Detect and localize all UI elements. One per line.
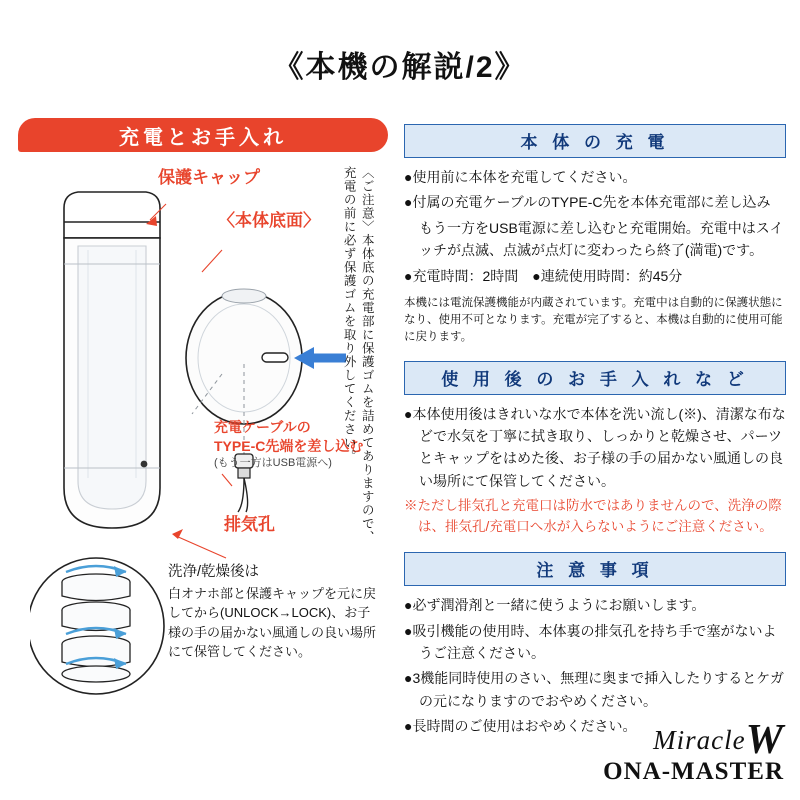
after-wash-body: 白オナホ部と保護キャップを元に戻してから(UNLOCK→LOCK)、お子様の手の届かない風通しの良い場所にて保管してください。 <box>168 585 377 660</box>
heading-charging: 本 体 の 充 電 <box>404 124 786 158</box>
block-care <box>404 361 786 538</box>
care-warning: ※ただし排気孔と充電口は防水ではありませんので、洗浄の際は、排気孔/充電口へ水が入らないようにご注意ください。 <box>404 498 782 535</box>
section-banner-charging: 充電とお手入れ <box>18 118 388 152</box>
right-column <box>404 124 786 751</box>
left-column <box>18 118 388 718</box>
charging-item-1: ●付属の充電ケーブルのTYPE-C先を本体充電部に差し込み <box>404 194 771 211</box>
charging-item-0: ●使用前に本体を充電してください。 <box>404 169 637 185</box>
charging-item-2: もう一方をUSB電源に差し込むと充電開始。充電中はスイッチが点滅、点滅が点灯に変わったら終了(満電)です。 <box>419 219 784 259</box>
charging-note: 本機には電流保護機能が内蔵されています。充電中は自動的に保護状態になり、使用不可となります。充電が完了すると、本機は自動的に使用可能に戻ります。 <box>404 296 783 344</box>
body-charging <box>404 166 786 287</box>
notice-item-1: ●吸引機能の使用時、本体裏の排気孔を持ち手で塞がないようご注意ください。 <box>404 622 777 661</box>
logo-line-2: ONA-MASTER <box>603 758 784 785</box>
device-illustration <box>26 168 346 588</box>
notice-item-0: ●必ず潤滑剤と一緒に使うようにお願いします。 <box>404 597 706 614</box>
logo-w-text: W <box>745 717 784 763</box>
after-wash-text <box>168 562 378 662</box>
caution-vertical-note: 〈ご注意〉本体底の充電部に保護ゴムを詰めてありますので、充電の前に必ず保護ゴムを取り外してください。 <box>342 166 375 544</box>
care-item-0: ●本体使用後はきれいな水で本体を洗い流し(※)、清潔な布などで水気を丁寧に拭き取り、しっかりと乾燥させ、パーツとキャップをはめた後、お子様の手の届かない風通しの良い場所にて保管してください。 <box>404 405 786 489</box>
vent-hole-dot <box>141 461 148 468</box>
notice-item-3: ●長時間のご使用はおやめください。 <box>404 718 637 735</box>
label-device-bottom: 〈本体底面〉 <box>218 211 320 230</box>
label-protective-cap: 保護キャップ <box>158 168 260 187</box>
heading-care: 使 用 後 の お 手 入 れ な ど <box>404 361 786 395</box>
label-charging-cable-line2: TYPE-C先端を差し込む <box>214 437 364 454</box>
page-title: 《本機の解説/2》 <box>273 51 527 84</box>
block-notice <box>404 552 786 737</box>
label-charging-cable-small: (もう一方はUSB電源へ) <box>214 456 332 469</box>
label-vent-hole: 排気孔 <box>224 515 275 534</box>
body-care <box>404 403 786 493</box>
charging-item-3: ●充電時間：2時間 ●連続使用時間：約45分 <box>404 267 683 284</box>
block-charging <box>404 124 786 347</box>
notice-item-2: ●3機能同時使用のさい、無理に奥まで挿入したりするとケガの元になりますのでおやめください。 <box>404 670 784 709</box>
label-charging-cable-line1: 充電ケーブルの <box>214 419 311 435</box>
device-svg <box>26 168 346 588</box>
after-wash-heading: 洗浄/乾燥後は <box>168 564 260 580</box>
heading-notice: 注 意 事 項 <box>404 552 786 586</box>
logo-line-1 <box>603 716 784 764</box>
brand-logo <box>603 716 784 786</box>
logo-miracle-text: Miracle <box>653 725 746 755</box>
